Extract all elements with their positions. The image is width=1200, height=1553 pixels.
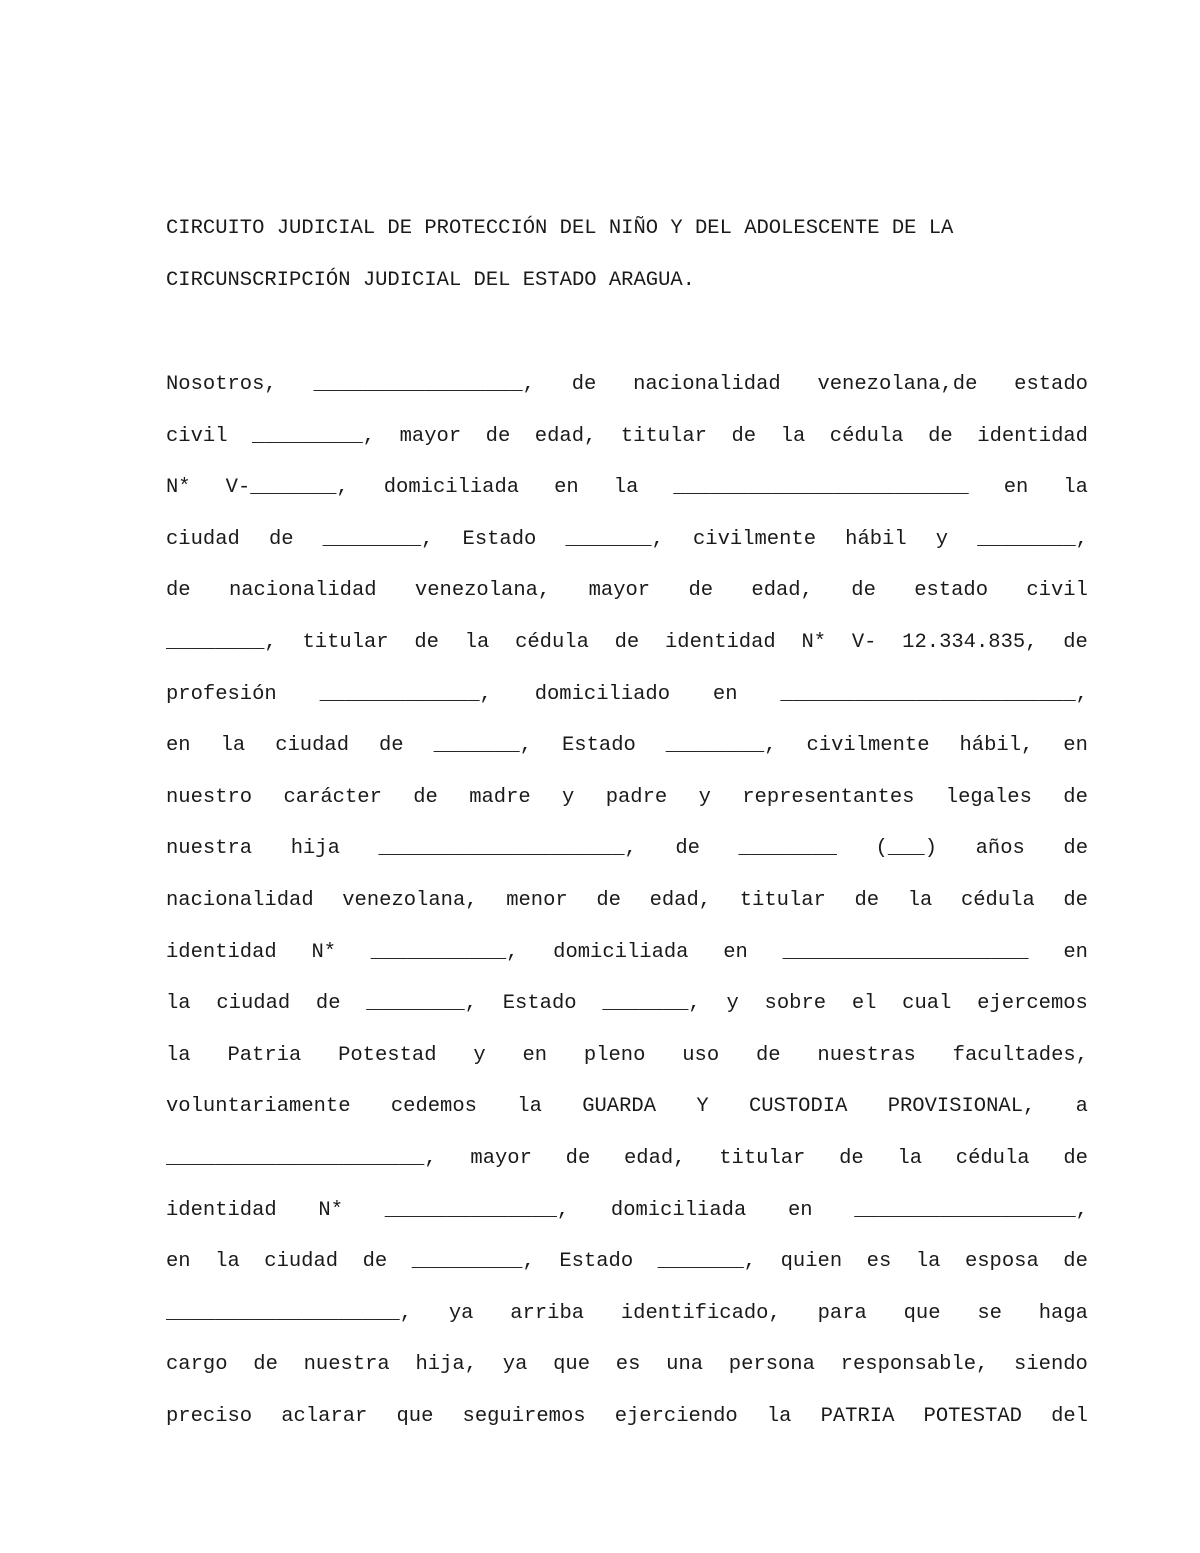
body-word: _______, — [565, 527, 664, 551]
body-word: cédula — [955, 1146, 1030, 1170]
body-word: la — [464, 630, 490, 654]
body-line-16 — [166, 1143, 1088, 1195]
body-word: hábil, — [959, 734, 1034, 758]
body-word: _________________, — [313, 373, 535, 396]
body-word: _______, — [602, 992, 701, 1016]
body-word: la — [220, 734, 246, 758]
body-word: en — [166, 1250, 191, 1274]
body-word: y — [698, 785, 711, 809]
body-word: de — [485, 424, 511, 448]
body-line-18 — [166, 1246, 1088, 1298]
body-word: en — [787, 1198, 813, 1222]
body-word: en — [522, 1043, 548, 1067]
body-word: titular — [302, 630, 389, 654]
body-word: civil — [1026, 579, 1088, 603]
body-word: cédula — [960, 888, 1035, 912]
body-word: domiciliado — [534, 682, 671, 706]
body-line-11 — [166, 885, 1088, 937]
body-word: de — [1063, 630, 1088, 654]
body-word: _____________, — [319, 682, 492, 706]
body-word: la — [780, 424, 806, 448]
body-word: en — [166, 734, 191, 758]
body-word: y — [473, 1043, 486, 1067]
body-word: nuestra — [303, 1353, 390, 1377]
body-word: ________________________ — [673, 476, 969, 500]
body-word: que — [553, 1353, 591, 1377]
body-line-1 — [166, 369, 1088, 421]
body-word: de — [851, 579, 876, 603]
body-word: de — [166, 579, 191, 603]
body-word: POTESTAD — [923, 1404, 1022, 1428]
body-word: ciudad — [275, 734, 349, 758]
body-word: ciudad — [216, 992, 291, 1016]
body-line-15 — [166, 1091, 1088, 1143]
body-word: la — [215, 1250, 240, 1274]
body-word: domiciliada — [383, 476, 520, 500]
body-word: ________, — [665, 734, 777, 758]
body-word: N* — [318, 1198, 344, 1222]
body-word: de — [731, 424, 757, 448]
body-word: identidad — [166, 1198, 277, 1222]
body-word: de — [253, 1353, 278, 1377]
body-word: representantes — [742, 785, 915, 809]
body-word: a — [1075, 1095, 1088, 1119]
header-line-1: CIRCUITO JUDICIAL DE PROTECCIÓN DEL NIÑO Y DEL ADOLESCENTE DE LA — [166, 217, 954, 240]
body-word: identidad — [977, 424, 1088, 448]
body-word: hija, — [415, 1353, 478, 1377]
body-word: para — [817, 1301, 867, 1325]
body-word: de — [614, 630, 640, 654]
body-line-14 — [166, 1040, 1088, 1092]
body-line-6 — [166, 627, 1088, 679]
body-word: profesión — [166, 682, 277, 706]
body-word: en — [1063, 734, 1088, 758]
body-word: ________, — [977, 527, 1088, 551]
body-word: (___) — [875, 837, 938, 861]
body-word: ________, — [166, 630, 277, 654]
body-word: de — [571, 373, 597, 396]
body-line-8 — [166, 730, 1088, 782]
body-word: de — [1063, 1250, 1088, 1274]
body-line-19 — [166, 1298, 1088, 1350]
body-word: _______, — [657, 1250, 757, 1274]
body-word: de — [675, 837, 700, 861]
document-header — [166, 213, 1106, 317]
body-word: arriba — [510, 1301, 585, 1325]
body-word: ________, — [322, 527, 434, 551]
body-word: 12.334.835, — [902, 630, 1038, 654]
body-word: edad, — [534, 424, 597, 448]
body-word: cual — [902, 992, 952, 1016]
body-word: _________, — [411, 1250, 535, 1274]
body-word: civilmente — [693, 527, 817, 551]
body-word: de — [1063, 1146, 1088, 1170]
body-word: N* — [311, 940, 337, 964]
body-word: nuestra — [166, 837, 253, 861]
body-word: domiciliada — [610, 1198, 747, 1222]
body-word: y — [935, 527, 949, 551]
body-word: ________________________, — [780, 682, 1088, 706]
body-word: edad, — [623, 1146, 686, 1170]
body-word: titular — [620, 424, 707, 448]
body-word: Estado — [561, 734, 636, 758]
body-word: en — [1063, 940, 1088, 964]
body-word: de — [378, 734, 404, 758]
body-word: de — [1063, 837, 1088, 861]
body-line-10 — [166, 833, 1088, 885]
body-word: Estado — [502, 992, 577, 1016]
body-word: __________________, — [854, 1198, 1088, 1222]
body-word: PROVISIONAL, — [887, 1095, 1036, 1119]
body-word: aclarar — [281, 1404, 368, 1428]
body-line-21 — [166, 1401, 1088, 1453]
body-word: nacionalidad — [166, 888, 314, 912]
body-word: el — [851, 992, 877, 1016]
body-word: cedemos — [390, 1095, 477, 1119]
body-word: titular — [719, 1146, 806, 1170]
body-word: mayor — [470, 1146, 532, 1170]
body-word: de — [839, 1146, 864, 1170]
body-word: responsable, — [840, 1353, 989, 1377]
body-word: la — [915, 1250, 941, 1274]
body-line-7 — [166, 679, 1088, 731]
body-word: preciso — [166, 1404, 253, 1428]
body-word: esposa — [964, 1250, 1039, 1274]
body-word: es — [615, 1353, 641, 1377]
header-line-2: CIRCUNSCRIPCIÓN JUDICIAL DEL ESTADO ARAGUA. — [166, 269, 695, 292]
body-word: Potestad — [338, 1043, 437, 1067]
body-word: menor — [506, 888, 568, 912]
body-word: mayor — [399, 424, 462, 448]
body-word: ejercemos — [977, 992, 1088, 1016]
body-word: de — [362, 1250, 388, 1274]
body-word: voluntariamente — [166, 1095, 351, 1119]
body-word: nuestro — [166, 785, 253, 809]
body-word: en — [712, 682, 738, 706]
body-word: nacionalidad — [228, 579, 377, 603]
body-word: civil — [166, 424, 228, 448]
document-body — [166, 369, 1088, 1452]
body-word: N* — [166, 476, 191, 500]
body-word: de — [315, 992, 341, 1016]
body-word: la — [1063, 476, 1088, 500]
body-word: sobre — [764, 992, 827, 1016]
body-word: y — [726, 992, 739, 1016]
body-word: ___________, — [370, 940, 519, 964]
body-word: y — [562, 785, 575, 809]
body-word: pleno — [583, 1043, 646, 1067]
body-word: _______, — [433, 734, 532, 758]
body-word: ciudad — [166, 527, 240, 551]
body-line-12 — [166, 937, 1088, 989]
body-word: de — [928, 424, 953, 448]
body-word: identificado, — [620, 1301, 781, 1325]
body-word: venezolana,de — [817, 373, 978, 396]
body-word: una — [666, 1353, 704, 1377]
body-word: hija — [290, 837, 340, 861]
body-word: en — [723, 940, 748, 964]
body-word: ya — [502, 1353, 528, 1377]
body-line-4 — [166, 524, 1088, 576]
body-word: de — [1063, 888, 1088, 912]
body-word: la — [907, 888, 933, 912]
body-word: ciudad — [264, 1250, 339, 1274]
body-word: se — [977, 1301, 1002, 1325]
body-word: de — [565, 1146, 591, 1170]
body-word: de — [755, 1043, 781, 1067]
body-word: Nosotros, — [166, 373, 277, 396]
body-word: Estado — [559, 1250, 634, 1274]
body-word: domiciliada — [553, 940, 689, 964]
body-word: de — [268, 527, 294, 551]
body-word: estado — [914, 579, 989, 603]
body-word: venezolana, — [414, 579, 551, 603]
body-line-17 — [166, 1195, 1088, 1247]
body-word: que — [396, 1404, 434, 1428]
body-word: nacionalidad — [633, 373, 781, 396]
body-word: persona — [728, 1353, 815, 1377]
body-word: la — [897, 1146, 923, 1170]
body-word: Patria — [227, 1043, 302, 1067]
body-word: cargo — [166, 1353, 228, 1377]
body-word: civilmente — [806, 734, 930, 758]
body-word: mayor — [588, 579, 651, 603]
body-line-3 — [166, 472, 1088, 524]
body-word: ________, — [366, 992, 477, 1016]
body-word: seguiremos — [462, 1404, 586, 1428]
body-word: la — [517, 1095, 542, 1119]
body-word: de — [414, 630, 439, 654]
body-word: ______________, — [384, 1198, 570, 1222]
body-word: uso — [682, 1043, 720, 1067]
body-word: la — [613, 476, 639, 500]
body-word: _________, — [252, 424, 376, 448]
body-word: edad, — [649, 888, 712, 912]
body-word: venezolana, — [342, 888, 478, 912]
body-word: hábil — [845, 527, 907, 551]
body-word: ya — [448, 1301, 474, 1325]
body-line-9 — [166, 782, 1088, 834]
body-word: ___________________, — [166, 1301, 413, 1325]
body-word: edad, — [751, 579, 813, 603]
body-word: Y — [696, 1095, 709, 1119]
body-word: haga — [1038, 1301, 1088, 1325]
body-word: GUARDA — [582, 1095, 657, 1119]
body-word: de — [596, 888, 621, 912]
body-word: en — [554, 476, 579, 500]
body-word: identidad — [664, 630, 776, 654]
body-word: de — [688, 579, 714, 603]
body-word: legales — [945, 785, 1032, 809]
body-word: de — [1063, 785, 1088, 809]
body-word: V-_______, — [225, 476, 349, 500]
body-word: ejerciendo — [614, 1404, 738, 1428]
body-word: madre — [469, 785, 531, 809]
body-line-2 — [166, 421, 1088, 473]
body-word: cédula — [515, 630, 589, 654]
body-word: PATRIA — [820, 1404, 895, 1428]
body-word: que — [903, 1301, 941, 1325]
body-word: estado — [1014, 373, 1088, 396]
body-word: ________ — [738, 837, 837, 861]
body-line-20 — [166, 1349, 1088, 1401]
body-word: es — [866, 1250, 892, 1274]
body-word: ____________________ — [782, 940, 1029, 964]
body-word: N* — [801, 630, 827, 654]
body-word: la — [766, 1404, 792, 1428]
body-word: siendo — [1014, 1353, 1088, 1377]
body-word: identidad — [166, 940, 277, 964]
body-word: ____________________, — [378, 837, 637, 861]
body-word: del — [1051, 1404, 1088, 1428]
body-word: en — [1003, 476, 1029, 500]
body-word: Estado — [462, 527, 537, 551]
body-word: carácter — [283, 785, 382, 809]
body-word: CUSTODIA — [748, 1095, 848, 1119]
body-word: padre — [605, 785, 668, 809]
body-word: años — [975, 837, 1025, 861]
body-word: de — [413, 785, 438, 809]
body-line-13 — [166, 988, 1088, 1040]
body-word: cédula — [829, 424, 904, 448]
body-word: _____________________, — [166, 1146, 437, 1170]
body-word: la — [166, 992, 191, 1016]
body-word: V- — [851, 630, 877, 654]
body-word: facultades, — [952, 1043, 1088, 1067]
body-word: la — [166, 1043, 191, 1067]
body-word: nuestras — [817, 1043, 916, 1067]
body-word: quien — [780, 1250, 843, 1274]
body-word: titular — [739, 888, 826, 912]
body-line-5 — [166, 575, 1088, 627]
body-word: de — [854, 888, 880, 912]
